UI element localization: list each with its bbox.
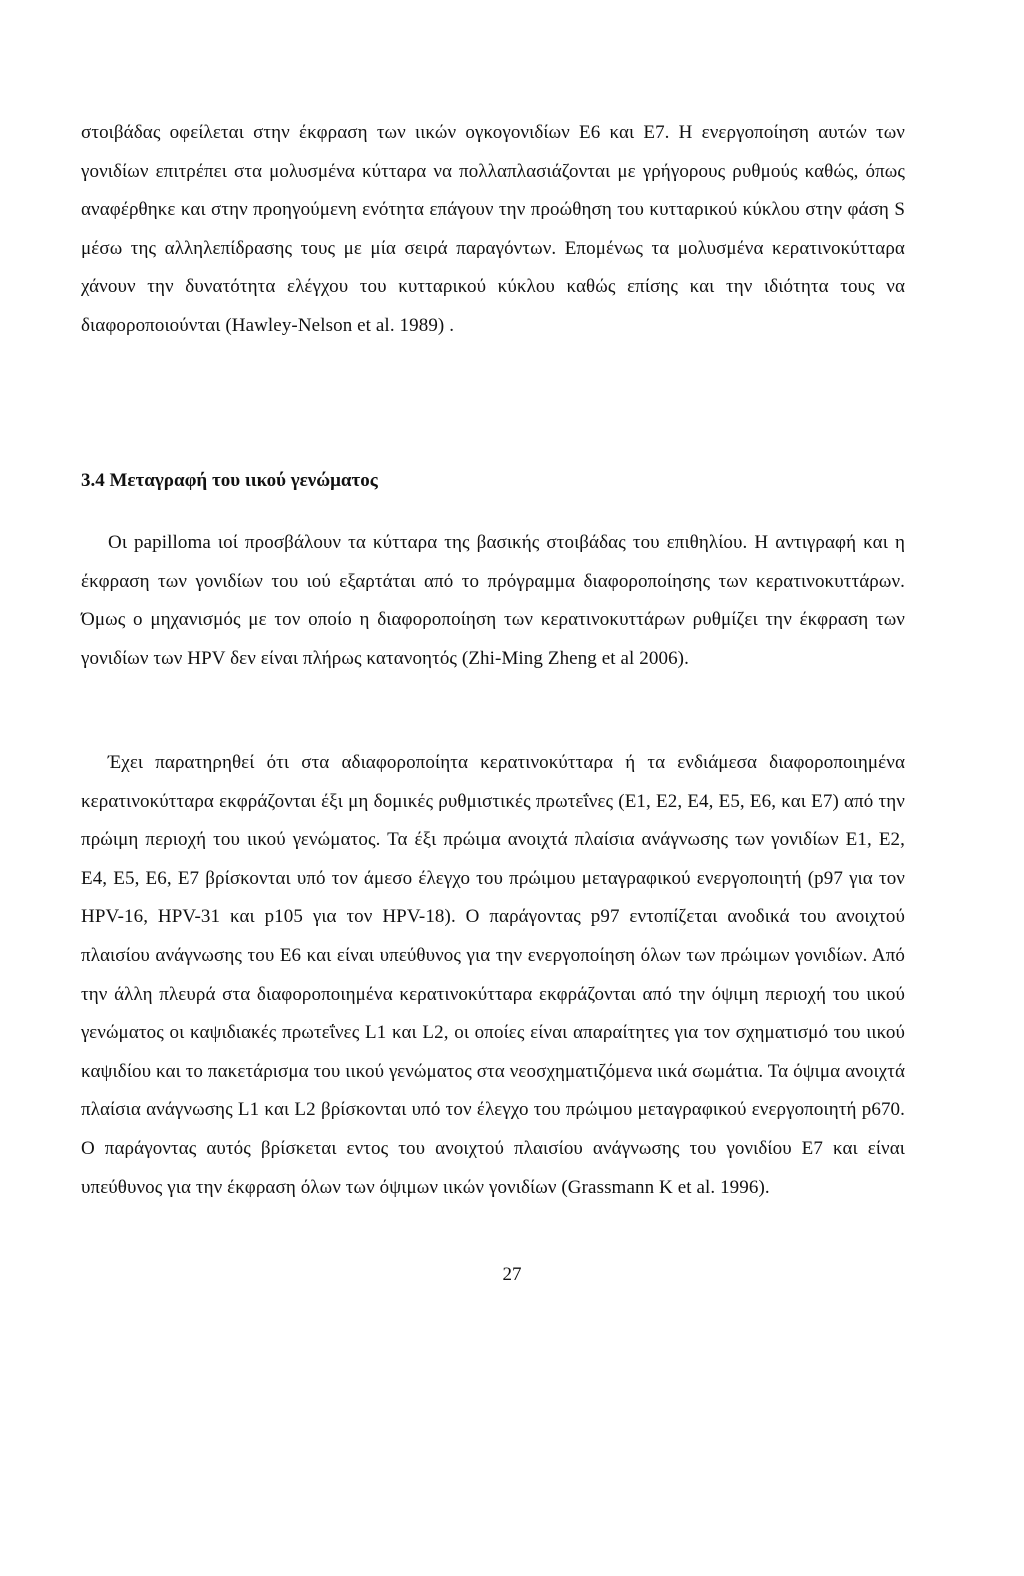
intro-paragraph: Οι papilloma ιοί προσβάλουν τα κύτταρα της βασικής στοιβάδας του επιθηλίου. Η αντιγραφή και η έκφραση των γονιδίων του ιού εξαρτάται από το πρόγραμμα διαφοροποίησης των κερατινοκυττάρων. Όμως ο μηχανισμός με τον οποίο η διαφοροποίηση των κερατινοκυττάρων ρυθμίζει την έκφραση των γονιδίων των HPV δεν είναι πλήρως κατανοητός (Zhi-Ming Zheng et al 2006). (81, 532, 905, 669)
details-paragraph: Έχει παρατηρηθεί ότι στα αδιαφοροποίητα κερατινοκύτταρα ή τα ενδιάμεσα διαφοροποιημένα κερατινοκύτταρα εκφράζονται έξι μη δομικές ρυθμιστικές πρωτεΐνες (Ε1, Ε2, Ε4, Ε5, Ε6, και Ε7) από την πρώιμη περιοχή του ιικού γενώματος. Τα έξι πρώιμα ανοιχτά πλαίσια ανάγνωσης των γονιδίων Ε1, Ε2, Ε4, Ε5, Ε6, Ε7 βρίσκονται υπό τον άμεσο έλεγχο του πρώιμου μεταγραφικού ενεργοποιητή (p97 για τον HPV-16, HPV-31 και p105 για τον HPV-18). Ο παράγοντας p97 εντοπίζεται ανοδικά του ανοιχτού πλαισίου ανάγνωσης του Ε6 και είναι υπεύθυνος για την ενεργοποίηση όλων των πρώιμων γονιδίων. Από την άλλη πλευρά στα διαφοροποιημένα κερατινοκύτταρα εκφράζονται από την όψιμη περιοχή του ιικού γενώματος οι καψιδιακές πρωτεΐνες L1 και L2, οι οποίες είναι απαραίτητες για τον σχηματισμό του ιικού καψιδίου και το πακετάρισμα του ιικού γενώματος στα νεοσχηματιζόμενα ιικά σωμάτια. Τα όψιμα ανοιχτά πλαίσια ανάγνωσης L1 και L2 βρίσκονται υπό τον έλεγχο του πρώιμου μεταγραφικού ενεργοποιητή p670. Ο παράγοντας αυτός βρίσκεται εντος του ανοιχτού πλαισίου ανάγνωσης του γονιδίου Ε7 και είναι υπεύθυνος για την έκφραση όλων των όψιμων ιικών γονιδίων (Grassmann K et al. 1996). (81, 752, 905, 1198)
section-heading: 3.4 Μεταγραφή του ιικού γενώματος (81, 470, 378, 491)
page-number: 27 (502, 1264, 522, 1285)
continuation-paragraph: στοιβάδας οφείλεται στην έκφραση των ιικών ογκογονιδίων Ε6 και Ε7. Η ενεργοποίηση αυτών των γονιδίων επιτρέπει στα μολυσμένα κύτταρα να πολλαπλασιάζονται με γρήγορους ρυθμούς καθώς, όπως αναφέρθηκε και στην προηγούμενη ενότητα επάγουν την προώθηση του κυτταρικού κύκλου στην φάση S μέσω της αλληλεπίδρασης τους με μία σειρά παραγόντων. Επομένως τα μολυσμένα κερατινοκύτταρα χάνουν την δυνατότητα ελέγχου του κυτταρικού κύκλου καθώς επίσης και την ιδιότητα τους να διαφοροποιούνται (Hawley-Nelson et al. 1989) . (81, 122, 905, 336)
